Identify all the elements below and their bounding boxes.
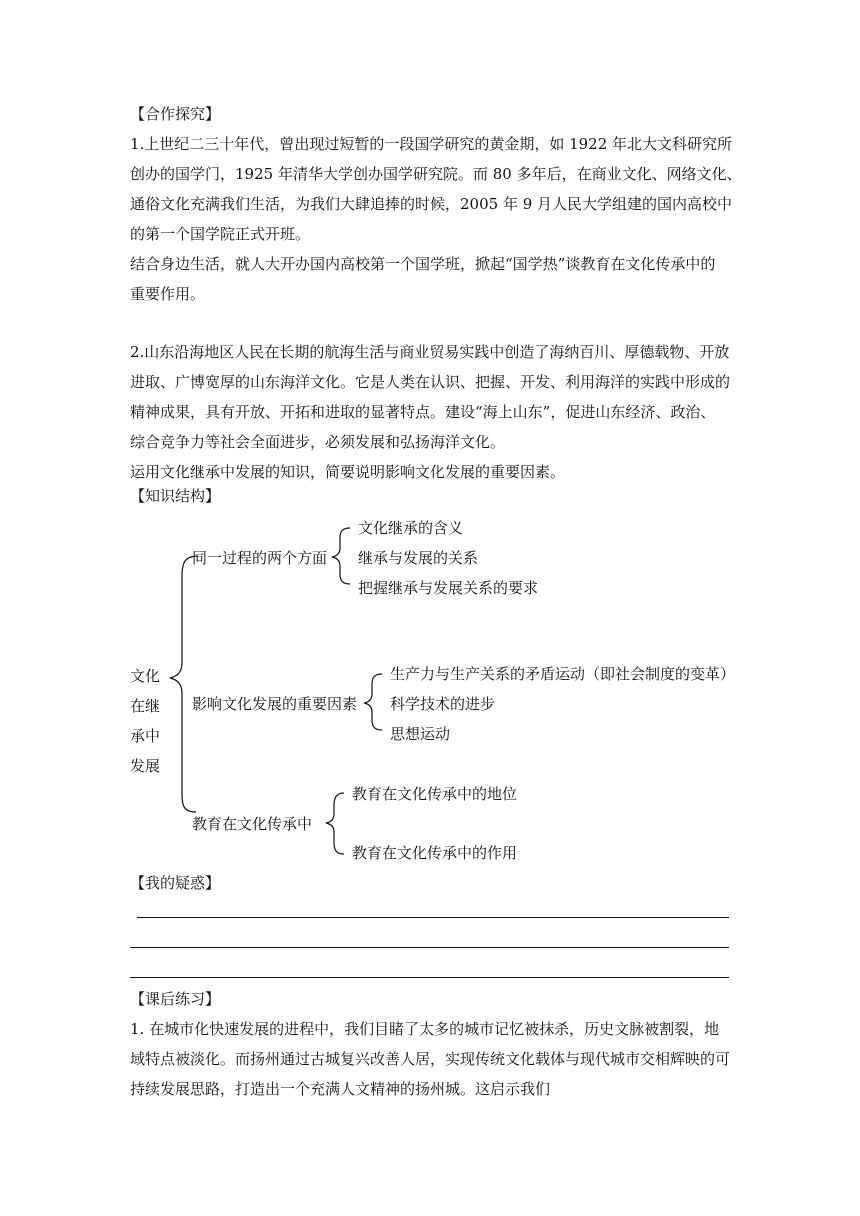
section-heading-cooperative: 【合作探究】 [130,105,221,123]
branch1-item: 继承与发展的关系 [358,549,479,567]
question-1-line: 的第一个国学院正式开班。 [130,225,311,243]
branch2-item: 生产力与生产关系的矛盾运动（即社会制度的变革） [390,665,736,683]
root-label-line: 在继 [130,697,161,715]
question-1-line: 创办的国学门，1925 年清华大学创办国学研究院。而 80 多年后，在商业文化、网络文化、 [130,165,742,183]
question-2-line: 2.山东沿海地区人民在长期的航海生活与商业贸易实践中创造了海纳百川、厚德载物、开放 [130,343,730,361]
root-label-line: 发展 [130,757,161,775]
root-brace [170,556,198,812]
question-2-line: 进取、广博宽厚的山东海洋文化。它是人类在认识、把握、开发、利用海洋的实践中形成的 [130,373,731,391]
branch3-item: 教育在文化传承中的地位 [352,785,518,803]
section-heading-structure: 【知识结构】 [130,487,221,505]
exercise-line: 域特点被淡化。而扬州通过古城复兴改善人居，实现传统文化载体与现代城市交相辉映的可 [130,1050,731,1068]
branch3-item: 教育在文化传承中的作用 [352,844,518,862]
question-2-line: 精神成果，具有开放、开拓和进取的显著特点。建设“海上山东”，促进山东经济、政治、 [130,403,716,421]
question-1-line: 结合身边生活，就人大开办国内高校第一个国学班，掀起“国学热”谈教育在文化传承中的 [130,255,716,273]
branch2-brace [364,674,382,730]
branch1-item: 文化继承的含义 [358,519,464,537]
section-heading-exercise: 【课后练习】 [130,990,221,1008]
branch1-brace [332,528,350,584]
branch3-brace [326,793,344,854]
answer-line [130,947,729,948]
branch1-item: 把握继承与发展关系的要求 [358,579,539,597]
branch1-label: 同一过程的两个方面 [192,549,328,567]
exercise-1 [130,1014,730,1104]
question-1-line: 重要作用。 [130,285,206,303]
root-label-line: 承中 [130,727,161,745]
question-2-line: 综合竞争力等社会全面进步，必须发展和弘扬海洋文化。 [130,433,506,451]
answer-line [137,917,729,918]
branch2-item: 科学技术的进步 [390,695,496,713]
branch2-label: 影响文化发展的重要因素 [192,695,358,713]
exercise-line: 持续发展思路，打造出一个充满人文精神的扬州城。这启示我们 [130,1080,551,1098]
question-1-line: 通俗文化充满我们生活，为我们大肆追捧的时候，2005 年 9 月人民大学组建的国内高校中 [130,195,733,213]
question-2-line: 运用文化继承中发展的知识，简要说明影响文化发展的重要因素。 [130,463,566,481]
question-1-line: 1.上世纪二三十年代，曾出现过短暂的一段国学研究的黄金期，如 1922 年北大文科研究所 [130,135,733,153]
branch3-label: 教育在文化传承中 [192,815,313,833]
section-heading-doubts: 【我的疑惑】 [130,874,221,892]
exercise-line: 1. 在城市化快速发展的进程中，我们目睹了太多的城市记忆被抹杀，历史文脉被割裂，地 [130,1020,720,1038]
answer-line [130,977,729,978]
branch2-item: 思想运动 [390,725,451,743]
root-label-line: 文化 [130,667,161,685]
